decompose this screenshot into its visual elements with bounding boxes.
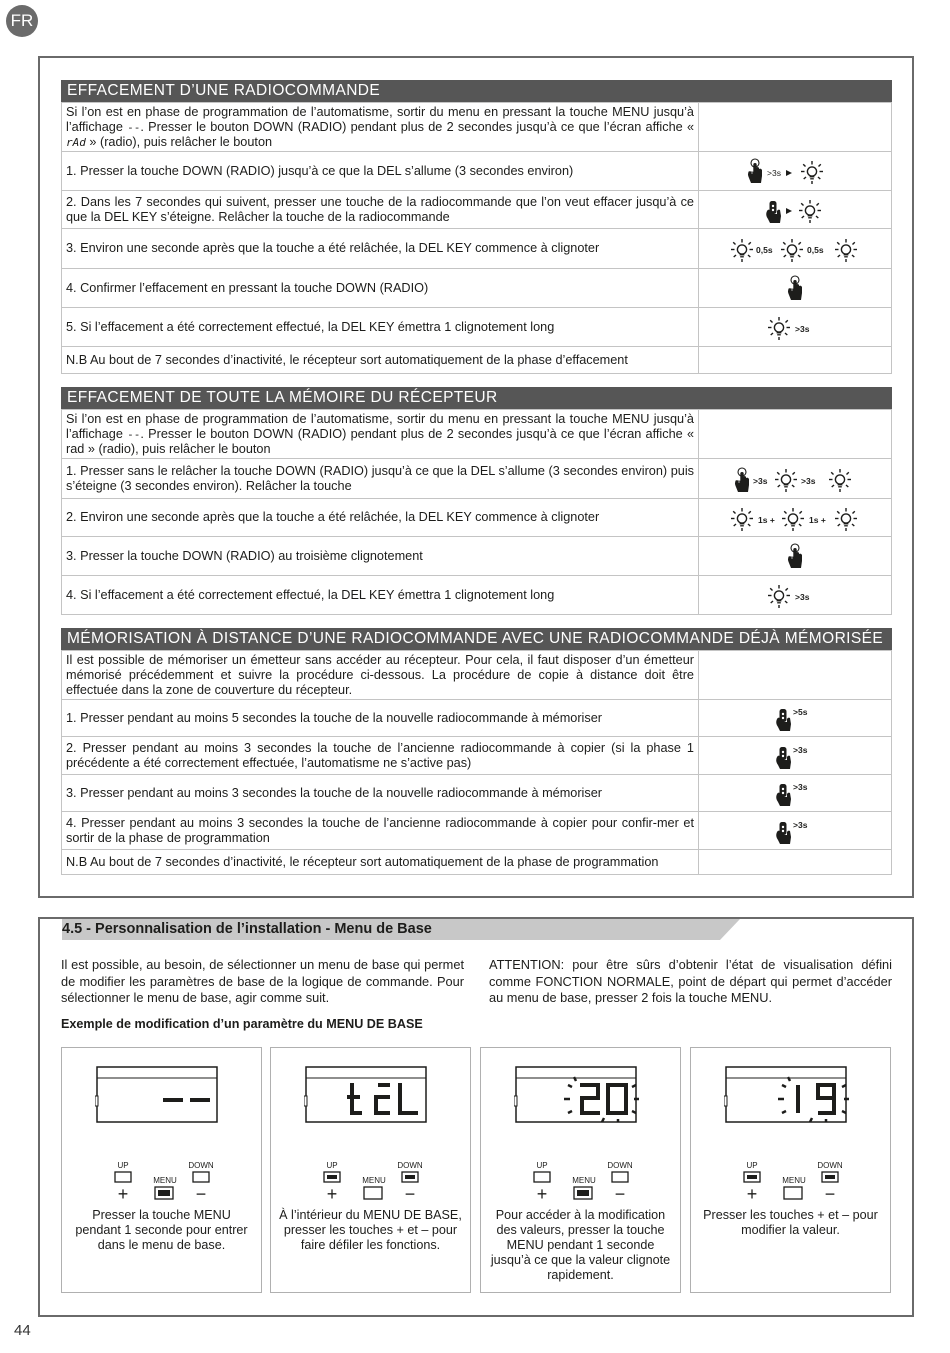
up-label: UP xyxy=(326,1161,338,1170)
step-text: 2. Environ une seconde après que la touche a été relâchée, la DEL KEY commence à clignoter xyxy=(62,499,699,537)
menu-label: MENU xyxy=(782,1176,806,1185)
up-label: UP xyxy=(117,1161,129,1170)
section-header xyxy=(62,919,740,940)
remote-press-icon xyxy=(773,703,817,733)
steps-table xyxy=(61,102,892,374)
down-label: DOWN xyxy=(817,1161,843,1170)
step-row xyxy=(62,812,892,850)
minus-label: − xyxy=(195,1184,207,1203)
section-title: EFFACEMENT D’UNE RADIOCOMMANDE xyxy=(61,80,892,102)
hand-press-icon xyxy=(780,272,810,304)
down-label: DOWN xyxy=(607,1161,633,1170)
plus-label: + xyxy=(536,1184,548,1203)
minus-label: − xyxy=(614,1184,626,1203)
menu-label: MENU xyxy=(572,1176,596,1185)
plus-label: + xyxy=(746,1184,758,1203)
page-number: 44 xyxy=(14,1322,31,1339)
control-display-icon xyxy=(724,1063,860,1203)
step-text: 4. Si l’effacement a été correctement effectué, la DEL KEY émettra 1 clignotement long xyxy=(62,576,699,615)
control-display-icon xyxy=(304,1063,440,1203)
minus-label: − xyxy=(824,1184,836,1203)
step-row xyxy=(62,229,892,269)
example-panel-4 xyxy=(690,1047,891,1293)
minus-label: − xyxy=(404,1184,416,1203)
interval-label: 1s + xyxy=(757,514,775,525)
led-long-blink-icon xyxy=(765,312,825,342)
note-row xyxy=(62,347,892,374)
remote-led-off-icon xyxy=(760,194,830,226)
hand-led-on-icon xyxy=(740,156,850,186)
step-text: 3. Presser pendant au moins 3 secondes la touche de la nouvelle radiocommande à mémoriser xyxy=(62,775,699,812)
duration-label: >3s xyxy=(793,744,808,755)
intro-row xyxy=(62,410,892,459)
example-panel-2 xyxy=(270,1047,471,1293)
step-row xyxy=(62,576,892,615)
plus-label: + xyxy=(117,1184,129,1203)
up-label: UP xyxy=(746,1161,758,1170)
step-text: 5. Si l’effacement a été correctement effectué, la DEL KEY émettra 1 clignotement long xyxy=(62,308,699,347)
intro-text: Il est possible, au besoin, de sélectionner un menu de base qui permet de modifier les paramètres de base de la logique de commande. Pour sélectionner le menu de base, agir comme suit. xyxy=(61,957,464,1005)
duration-label: >5s xyxy=(793,707,808,717)
duration-label: >3s xyxy=(753,475,768,486)
step-text: 4. Confirmer l’effacement en pressant la touche DOWN (RADIO) xyxy=(62,269,699,308)
down-label: DOWN xyxy=(397,1161,423,1170)
step-row xyxy=(62,191,892,229)
interval-label: 0,5s xyxy=(806,244,824,255)
example-panel-1 xyxy=(61,1047,262,1293)
duration-label: >3s xyxy=(795,592,810,602)
intro-row xyxy=(62,651,892,700)
note-row xyxy=(62,850,892,875)
menu-label: MENU xyxy=(153,1176,177,1185)
duration-label: >3s xyxy=(793,819,808,830)
up-label: UP xyxy=(536,1161,548,1170)
interval-label: 0,5s xyxy=(755,244,773,255)
control-display-icon xyxy=(95,1063,231,1203)
step-text: 1. Presser la touche DOWN (RADIO) jusqu’à ce que la DEL s’allume (3 secondes environ) xyxy=(62,152,699,191)
plus-label: + xyxy=(326,1184,338,1203)
duration-label: >3s xyxy=(767,168,781,178)
panel-caption: Presser la touche MENU pendant 1 seconde pour entrer dans le menu de base. xyxy=(75,1208,248,1252)
step-row xyxy=(62,308,892,347)
section-remote-memorize xyxy=(61,628,892,875)
step-row xyxy=(62,737,892,775)
step-text: 3. Presser la touche DOWN (RADIO) au troisième clignotement xyxy=(62,537,699,576)
example-panel-3 xyxy=(480,1047,681,1293)
duration-label: >3s xyxy=(801,475,816,486)
note-text: N.B Au bout de 7 secondes d’inactivité, le récepteur sort automatiquement de la phase d’effacement xyxy=(62,347,699,374)
remote-press-icon xyxy=(773,778,817,808)
hand-press-icon xyxy=(780,540,810,572)
hand-led-on-off-icon xyxy=(730,463,860,495)
step-text: 1. Presser sans le relâcher la touche DOWN (RADIO) jusqu’à ce que la DEL s’allume (3 secondes environ) puis s’éteigne (3 secondes environ). Relâcher la touche xyxy=(62,459,699,499)
interval-label: 1s + xyxy=(808,514,826,525)
intro-text: Il est possible de mémoriser un émetteur sans accéder au récepteur. Pour cela, il faut disposer d’un émetteur mémorisé précédemment et suivre la procédure ci-dessous. La procédure de copie à distance doit être effectuée dans la zone de couverture du récepteur. xyxy=(62,651,699,700)
duration-label: >3s xyxy=(795,324,810,334)
step-row xyxy=(62,459,892,499)
control-display-icon xyxy=(514,1063,650,1203)
step-row xyxy=(62,499,892,537)
section-radio-delete xyxy=(61,80,892,374)
step-text: 3. Environ une seconde après que la touche a été relâchée, la DEL KEY commence à clignoter xyxy=(62,229,699,269)
step-text: 1. Presser pendant au moins 5 secondes la touche de la nouvelle radiocommande à mémoriser xyxy=(62,700,699,737)
led-blink-icon xyxy=(728,233,863,265)
example-title: Exemple de modification d’un paramètre du MENU DE BASE xyxy=(61,1017,423,1031)
intro-row xyxy=(62,103,892,152)
panel-caption: Presser les touches + et – pour modifier la valeur. xyxy=(703,1208,878,1237)
step-row xyxy=(62,700,892,737)
led-long-blink-icon xyxy=(765,580,825,610)
section-memory-delete xyxy=(61,387,892,615)
steps-table xyxy=(61,409,892,615)
menu-label: MENU xyxy=(362,1176,386,1185)
step-row xyxy=(62,775,892,812)
intro-text: Si l’on est en phase de programmation de l’automatisme, sortir du menu en pressant la touche MENU jusqu’à l’affichage --. Presser le bouton DOWN (RADIO) pendant plus de 2 secondes jusqu’à ce que l’écran affiche « rAd » (radio), puis relâcher le bouton xyxy=(62,103,699,152)
panel-caption: À l’intérieur du MENU DE BASE, presser les touches + et – pour faire défiler les fonctions. xyxy=(279,1208,462,1252)
attention-text: ATTENTION: pour être sûrs d’obtenir l’état de visualisation défini comme FONCTION NORMALE, point de départ qui permet d’accéder au menu de base, presser 2 fois la touche MENU. xyxy=(489,957,892,1005)
section-title: MÉMORISATION À DISTANCE D’UNE RADIOCOMMANDE AVEC UNE RADIOCOMMANDE DÉJÀ MÉMORISÉE xyxy=(61,628,892,650)
step-text: 2. Presser pendant au moins 3 secondes la touche de l’ancienne radiocommande à copier (si la phase 1 précédente a été correctement effectuée, l’automatisme ne s’active pas) xyxy=(62,737,699,775)
intro-text: Si l’on est en phase de programmation de l’automatisme, sortir du menu en pressant la touche MENU jusqu’à l’affichage --. Presser le bouton DOWN (RADIO) pendant plus de 2 secondes jusqu’à ce que l’écran affiche « rad » (radio), puis relâcher le bouton xyxy=(62,410,699,459)
duration-label: >3s xyxy=(793,782,808,792)
steps-table xyxy=(61,650,892,875)
step-text: 4. Presser pendant au moins 3 secondes la touche de l’ancienne radiocommande à copier pour confir-mer et sortir de la phase de programmation xyxy=(62,812,699,850)
section-title: 4.5 - Personnalisation de l’installation - Menu de Base xyxy=(62,921,432,937)
led-blink-icon xyxy=(728,502,863,534)
panel-caption: Pour accéder à la modification des valeurs, presser la touche MENU pendant 1 seconde jusqu’à ce que la valeur clignote rapidement. xyxy=(490,1208,671,1282)
language-badge: FR xyxy=(6,5,38,37)
note-text: N.B Au bout de 7 secondes d’inactivité, le récepteur sort automatiquement de la phase de programmation xyxy=(62,850,699,875)
step-row xyxy=(62,537,892,576)
step-text: 2. Dans les 7 secondes qui suivent, presser une touche de la radiocommande que l’on veut effacer jusqu’à ce que la DEL KEY s’éteigne. Relâcher la touche de la radiocommande xyxy=(62,191,699,229)
section-title: EFFACEMENT DE TOUTE LA MÉMOIRE DU RÉCEPTEUR xyxy=(61,387,892,409)
remote-press-icon xyxy=(773,741,817,771)
step-row xyxy=(62,152,892,191)
step-row xyxy=(62,269,892,308)
remote-press-icon xyxy=(773,816,817,846)
down-label: DOWN xyxy=(188,1161,214,1170)
